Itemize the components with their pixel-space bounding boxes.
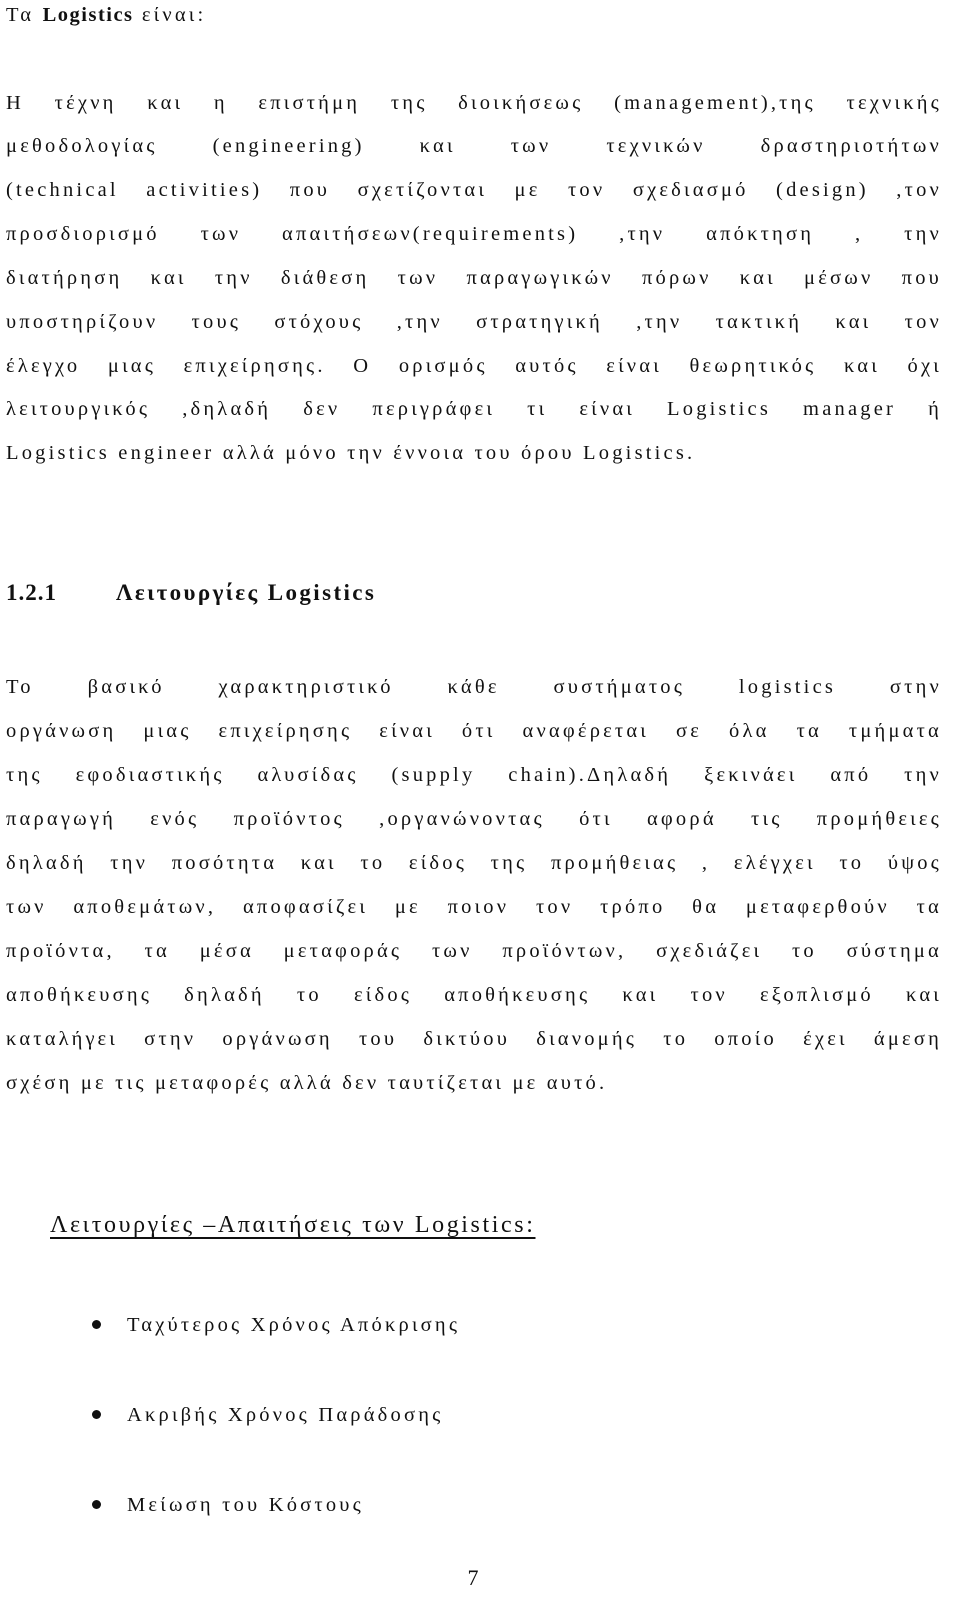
- list-item: [92, 1402, 592, 1428]
- intro-line: [6, 2, 942, 28]
- body-line: Το βασικό χαρακτηριστικό κάθε συστήματος logistics στην: [6, 676, 942, 698]
- body-line: των αποθεμάτων, αποφασίζει με ποιον τον τρόπο θα μεταφερθούν τα: [6, 896, 942, 918]
- definition-line: Η τέχνη και η επιστήμη της διοικήσεως (management),της τεχνικής: [6, 92, 942, 114]
- bullet-icon: [92, 1500, 101, 1509]
- definition-line: λειτουργικός ,δηλαδή δεν περιγράφει τι είναι Logistics manager ή: [6, 398, 942, 420]
- definition-line: διατήρηση και την διάθεση των παραγωγικών πόρων και μέσων που: [6, 267, 942, 289]
- definition-line: προσδιορισμό των απαιτήσεων(requirements) ,την απόκτηση , την: [6, 223, 942, 245]
- definition-line: μεθοδολογίας (engineering) και των τεχνικών δραστηριοτήτων: [6, 135, 942, 157]
- body-line: δηλαδή την ποσότητα και το είδος της προμήθειας , ελέγχει το ύψος: [6, 852, 942, 874]
- body-line: καταλήγει στην οργάνωση του δικτύου διανομής το οποίο έχει άμεση: [6, 1028, 942, 1050]
- body-line: παραγωγή ενός προϊόντος ,οργανώνοντας ότι αφορά τις προμήθειες: [6, 808, 942, 830]
- intro-suffix: είναι:: [141, 4, 207, 26]
- list-item-label: Ταχύτερος Χρόνος Απόκρισης: [127, 1314, 461, 1336]
- bullet-icon: [92, 1320, 101, 1329]
- body-line: της εφοδιαστικής αλυσίδας (supply chain).Δηλαδή ξεκινάει από την: [6, 764, 942, 786]
- list-item-label: Μείωση του Κόστους: [127, 1494, 364, 1516]
- body-line: προϊόντα, τα μέσα μεταφοράς των προϊόντων, σχεδιάζει το σύστημα: [6, 940, 942, 962]
- intro-term: Logistics: [42, 4, 134, 26]
- section-heading: [6, 580, 942, 606]
- intro-prefix: Τα: [6, 4, 35, 26]
- body-line: οργάνωση μιας επιχείρησης είναι ότι αναφέρεται σε όλα τα τμήματα: [6, 720, 942, 742]
- definition-line: Logistics engineer αλλά μόνο την έννοια του όρου Logistics.: [6, 442, 696, 464]
- definition-line: έλεγχο μιας επιχείρησης. Ο ορισμός αυτός είναι θεωρητικός και όχι: [6, 355, 942, 377]
- section-number: 1.2.1: [6, 580, 57, 605]
- page-number: 7: [467, 1565, 479, 1590]
- section-title: Λειτουργίες Logistics: [116, 580, 377, 605]
- definition-line: (technical activities) που σχετίζονται με τον σχεδιασμό (design) ,τον: [6, 179, 942, 201]
- body-line: αποθήκευσης δηλαδή το είδος αποθήκευσης και τον εξοπλισμό και: [6, 984, 942, 1006]
- list-item: [92, 1312, 592, 1338]
- definition-line: υποστηρίζουν τους στόχους ,την στρατηγική ,την τακτική και τον: [6, 311, 942, 333]
- list-item-label: Ακριβής Χρόνος Παράδοσης: [127, 1404, 444, 1426]
- list-item: [92, 1492, 592, 1518]
- requirements-heading: Λειτουργίες –Απαιτήσεις των Logistics:: [50, 1212, 536, 1238]
- bullet-icon: [92, 1410, 101, 1419]
- body-line: σχέση με τις μεταφορές αλλά δεν ταυτίζεται με αυτό.: [6, 1072, 608, 1094]
